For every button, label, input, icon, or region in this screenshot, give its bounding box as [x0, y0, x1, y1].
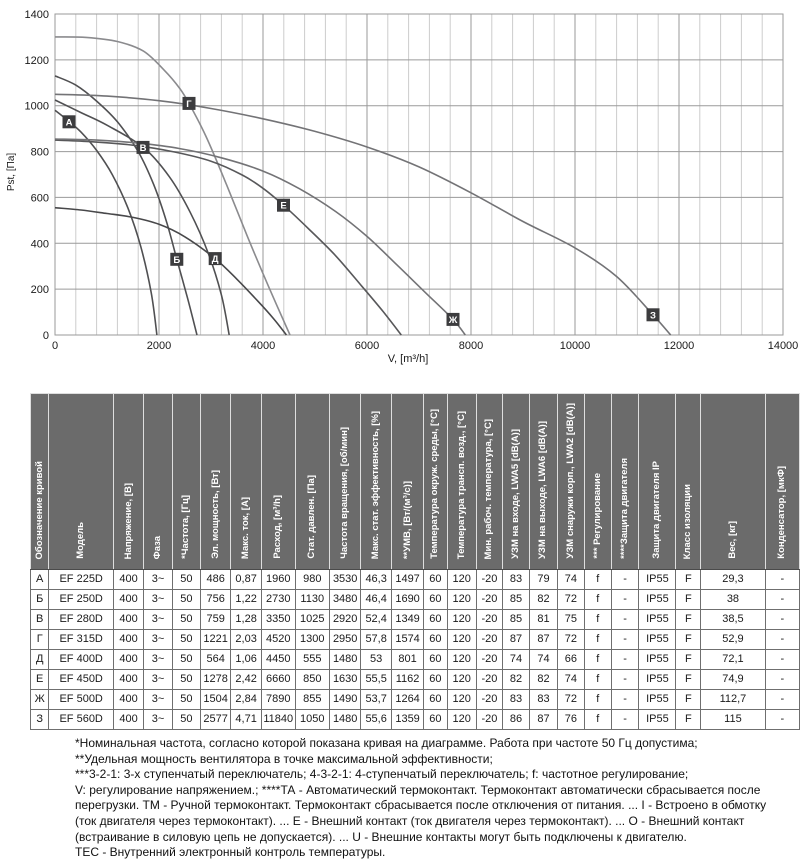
- table-cell: 50: [172, 630, 200, 650]
- table-cell: 1162: [391, 670, 423, 690]
- table-cell: f: [584, 690, 611, 710]
- column-header-label: Макс. ток, [А]: [240, 496, 252, 559]
- table-cell: 52,9: [701, 630, 765, 650]
- table-cell: 1221: [200, 630, 231, 650]
- table-cell: 1630: [329, 670, 361, 690]
- table-cell: 60: [424, 670, 447, 690]
- table-cell: 50: [172, 590, 200, 610]
- table-row-Б: [31, 590, 800, 610]
- specification-table-body: [31, 570, 800, 730]
- column-header-label: ****Защита двигателя: [619, 458, 631, 559]
- curve-label-text-Ж: Ж: [448, 314, 458, 326]
- column-header-label: Частота вращения, [об/мин]: [339, 427, 351, 559]
- table-cell: 60: [424, 690, 447, 710]
- x-tick-label: 4000: [250, 340, 276, 352]
- table-cell: F: [676, 570, 701, 590]
- table-cell: 85: [503, 610, 530, 630]
- table-cell: EF 315D: [49, 630, 113, 650]
- table-cell: -20: [476, 670, 502, 690]
- specification-table: [30, 393, 800, 730]
- table-cell: EF 225D: [49, 570, 113, 590]
- table-cell: -: [765, 670, 799, 690]
- x-tick-label: 12000: [663, 340, 695, 352]
- table-cell: 1300: [295, 630, 329, 650]
- x-tick-label: 10000: [559, 340, 591, 352]
- table-cell: -: [765, 570, 799, 590]
- table-cell: 46,3: [361, 570, 391, 590]
- table-cell: -20: [476, 690, 502, 710]
- table-cell: -: [611, 690, 639, 710]
- fan-curve-З: [55, 94, 671, 335]
- table-cell: 564: [200, 650, 231, 670]
- x-axis-title: V, [m³/h]: [387, 353, 429, 365]
- table-cell: 83: [503, 570, 530, 590]
- table-row-В: [31, 610, 800, 630]
- table-cell: 50: [172, 690, 200, 710]
- table-cell: -: [611, 710, 639, 730]
- table-cell: 74: [557, 670, 584, 690]
- footnote-line: ***3-2-1: 3-х ступенчатый переключатель; 4-3-2-1: 4-ступенчатый переключатель; f: частотное регулирование;: [75, 767, 689, 782]
- column-header-11: [361, 394, 391, 570]
- y-tick-label: 1400: [24, 9, 49, 21]
- table-cell: 855: [295, 690, 329, 710]
- table-cell: 2730: [261, 590, 295, 610]
- column-header-label: Вес, [кг]: [726, 521, 738, 559]
- table-cell: f: [584, 670, 611, 690]
- table-cell: -: [765, 590, 799, 610]
- table-cell: 72,1: [701, 650, 765, 670]
- table-cell: Е: [31, 670, 49, 690]
- table-row-Г: [31, 630, 800, 650]
- column-header-6: [200, 394, 231, 570]
- table-cell: 29,3: [701, 570, 765, 590]
- y-tick-label: 800: [30, 146, 49, 159]
- table-cell: IP55: [639, 650, 676, 670]
- y-tick-label: 200: [30, 284, 49, 297]
- table-cell: -: [611, 630, 639, 650]
- table-cell: IP55: [639, 570, 676, 590]
- curve-label-text-Е: Е: [280, 200, 287, 212]
- table-cell: 1490: [329, 690, 361, 710]
- table-cell: -: [611, 590, 639, 610]
- fan-curve-Д: [55, 208, 286, 335]
- table-cell: 2,84: [231, 690, 261, 710]
- table-cell: -: [611, 670, 639, 690]
- table-cell: f: [584, 570, 611, 590]
- table-cell: IP55: [639, 710, 676, 730]
- column-header-21: [639, 394, 676, 570]
- table-cell: 850: [295, 670, 329, 690]
- specification-table-header: [31, 394, 800, 570]
- table-cell: 400: [113, 570, 143, 590]
- table-cell: 3~: [144, 710, 173, 730]
- table-cell: 3~: [144, 650, 173, 670]
- table-cell: Ж: [31, 690, 49, 710]
- table-cell: 759: [200, 610, 231, 630]
- x-tick-label: 14000: [767, 340, 799, 352]
- table-cell: 3480: [329, 590, 361, 610]
- table-cell: -: [765, 630, 799, 650]
- table-cell: f: [584, 630, 611, 650]
- table-cell: 87: [530, 710, 558, 730]
- column-header-23: [701, 394, 765, 570]
- column-header-20: [611, 394, 639, 570]
- table-cell: 3350: [261, 610, 295, 630]
- table-cell: 72: [557, 630, 584, 650]
- column-header-17: [530, 394, 558, 570]
- y-tick-label: 0: [42, 330, 49, 342]
- column-header-7: [231, 394, 261, 570]
- table-cell: 1690: [391, 590, 423, 610]
- table-cell: 57,8: [361, 630, 391, 650]
- table-cell: 1504: [200, 690, 231, 710]
- table-cell: 2,03: [231, 630, 261, 650]
- table-cell: 60: [424, 610, 447, 630]
- table-cell: 1480: [329, 710, 361, 730]
- table-cell: 2950: [329, 630, 361, 650]
- curve-label-text-Г: Г: [186, 98, 192, 110]
- column-header-label: **УМВ, [Вт/(м³/с)]: [401, 480, 413, 559]
- table-cell: 1130: [295, 590, 329, 610]
- curve-label-text-А: А: [65, 117, 73, 129]
- table-cell: 120: [447, 630, 476, 650]
- table-cell: EF 250D: [49, 590, 113, 610]
- fan-curve-chart: [0, 0, 800, 378]
- fan-curve-Е: [55, 140, 401, 335]
- column-header-label: УЗМ на выходе, LWA6 [dB(A)]: [537, 420, 549, 559]
- column-header-label: Температура трансп. возд., [°C]: [455, 410, 467, 559]
- table-cell: 50: [172, 710, 200, 730]
- table-cell: 1574: [391, 630, 423, 650]
- header-row: [31, 394, 800, 570]
- table-cell: 2577: [200, 710, 231, 730]
- table-cell: 1,28: [231, 610, 261, 630]
- column-header-22: [676, 394, 701, 570]
- footnote-line: ТЕС - Внутренний электронный контроль температуры.: [75, 845, 386, 860]
- table-cell: 756: [200, 590, 231, 610]
- column-header-label: Температура окруж. среды, [°C]: [429, 409, 441, 559]
- table-cell: 120: [447, 610, 476, 630]
- column-header-label: Стат. давлен. [Па]: [306, 475, 318, 559]
- table-cell: 1050: [295, 710, 329, 730]
- table-cell: 82: [530, 590, 558, 610]
- table-cell: IP55: [639, 690, 676, 710]
- footnote-line: (встраивание в силовую цепь не допускается). ... U - Внешние контакты могут быть подключены к двигателю.: [75, 829, 687, 844]
- table-cell: 3~: [144, 610, 173, 630]
- table-cell: 1264: [391, 690, 423, 710]
- table-cell: 74: [530, 650, 558, 670]
- x-tick-label: 6000: [354, 340, 380, 352]
- table-cell: -: [611, 650, 639, 670]
- table-cell: 50: [172, 570, 200, 590]
- table-cell: F: [676, 710, 701, 730]
- column-header-label: Защита двигателя IP: [651, 461, 663, 559]
- table-cell: 1025: [295, 610, 329, 630]
- fan-curve-Ж: [55, 139, 465, 335]
- table-cell: 1359: [391, 710, 423, 730]
- table-cell: IP55: [639, 630, 676, 650]
- table-cell: f: [584, 710, 611, 730]
- table-cell: 46,4: [361, 590, 391, 610]
- table-cell: 50: [172, 650, 200, 670]
- column-header-label: *** Регулирование: [591, 473, 603, 559]
- table-cell: А: [31, 570, 49, 590]
- table-row-Ж: [31, 690, 800, 710]
- column-header-4: [144, 394, 173, 570]
- footnote-line: (ток двигателя через термоконтакт). ... Е - Внешний контакт (ток двигателя через термоконтакт). ... О - Внешний контакт: [75, 813, 745, 828]
- table-cell: 400: [113, 710, 143, 730]
- table-cell: 53,7: [361, 690, 391, 710]
- column-header-19: [584, 394, 611, 570]
- table-cell: IP55: [639, 670, 676, 690]
- footnote-line: V: регулирование напряжением.; ****ТА - Автоматический термоконтакт. Термоконтакт автоматически сбрасывается после: [75, 782, 761, 797]
- table-cell: -20: [476, 630, 502, 650]
- table-cell: 60: [424, 630, 447, 650]
- table-cell: 38: [701, 590, 765, 610]
- fan-curve-В: [55, 100, 229, 335]
- table-cell: 55,6: [361, 710, 391, 730]
- table-cell: 83: [530, 690, 558, 710]
- column-header-label: Макс. стат. эффективность, [%]: [370, 410, 382, 559]
- table-cell: EF 560D: [49, 710, 113, 730]
- table-cell: 72: [557, 590, 584, 610]
- table-cell: 66: [557, 650, 584, 670]
- column-header-10: [329, 394, 361, 570]
- table-cell: 3530: [329, 570, 361, 590]
- table-cell: 3~: [144, 670, 173, 690]
- table-cell: 120: [447, 650, 476, 670]
- table-cell: 400: [113, 650, 143, 670]
- table-cell: 2920: [329, 610, 361, 630]
- x-tick-label: 0: [51, 340, 59, 352]
- table-cell: 112,7: [701, 690, 765, 710]
- table-cell: f: [584, 590, 611, 610]
- column-header-label: Фаза: [152, 535, 164, 559]
- table-cell: 980: [295, 570, 329, 590]
- table-cell: 1480: [329, 650, 361, 670]
- table-cell: 400: [113, 690, 143, 710]
- column-header-14: [447, 394, 476, 570]
- table-cell: EF 400D: [49, 650, 113, 670]
- table-cell: 801: [391, 650, 423, 670]
- table-cell: З: [31, 710, 49, 730]
- table-cell: F: [676, 630, 701, 650]
- table-cell: 486: [200, 570, 231, 590]
- table-cell: 3~: [144, 570, 173, 590]
- table-cell: 0,87: [231, 570, 261, 590]
- column-header-5: [172, 394, 200, 570]
- table-cell: 79: [530, 570, 558, 590]
- column-header-label: УЗМ на входе, LWA5 [dB(A)]: [510, 429, 522, 559]
- table-cell: -: [611, 610, 639, 630]
- table-cell: 85: [503, 590, 530, 610]
- table-cell: Г: [31, 630, 49, 650]
- y-tick-label: 1000: [24, 100, 49, 113]
- table-cell: IP55: [639, 610, 676, 630]
- table-cell: 53: [361, 650, 391, 670]
- column-header-3: [113, 394, 143, 570]
- table-cell: Д: [31, 650, 49, 670]
- footnote-line: перегрузки. ТМ - Ручной термоконтакт. Термоконтакт сбрасывается после отключения от питания. ... I - Встроено в обмотку: [75, 798, 767, 813]
- table-cell: F: [676, 610, 701, 630]
- table-cell: 6660: [261, 670, 295, 690]
- column-header-label: *Частота, [Гц]: [180, 495, 192, 559]
- table-cell: 4520: [261, 630, 295, 650]
- table-cell: -: [765, 690, 799, 710]
- table-cell: 87: [503, 630, 530, 650]
- column-header-label: УЗМ снаружи корп., LWA2 [dB(A)]: [564, 403, 576, 559]
- y-tick-label: 600: [30, 192, 49, 205]
- table-cell: 4,71: [231, 710, 261, 730]
- table-cell: 82: [503, 670, 530, 690]
- table-cell: 76: [557, 710, 584, 730]
- table-cell: 400: [113, 630, 143, 650]
- table-cell: 87: [530, 630, 558, 650]
- table-cell: 74: [503, 650, 530, 670]
- table-row-З: [31, 710, 800, 730]
- column-header-label: Обозначение кривой: [33, 460, 45, 559]
- curve-label-text-Б: Б: [173, 254, 181, 266]
- table-cell: 75: [557, 610, 584, 630]
- column-header-13: [424, 394, 447, 570]
- column-header-16: [503, 394, 530, 570]
- table-cell: EF 500D: [49, 690, 113, 710]
- table-cell: -: [611, 570, 639, 590]
- table-cell: 115: [701, 710, 765, 730]
- table-cell: -: [765, 650, 799, 670]
- table-cell: 50: [172, 610, 200, 630]
- table-cell: 60: [424, 650, 447, 670]
- table-cell: -20: [476, 590, 502, 610]
- column-header-label: Модель: [75, 522, 87, 559]
- table-cell: 83: [503, 690, 530, 710]
- table-cell: 1349: [391, 610, 423, 630]
- table-cell: 120: [447, 670, 476, 690]
- table-cell: F: [676, 650, 701, 670]
- table-cell: 60: [424, 590, 447, 610]
- table-cell: -20: [476, 710, 502, 730]
- table-cell: 1497: [391, 570, 423, 590]
- table-cell: F: [676, 670, 701, 690]
- column-header-8: [261, 394, 295, 570]
- column-header-2: [49, 394, 113, 570]
- table-cell: 400: [113, 670, 143, 690]
- table-cell: 50: [172, 670, 200, 690]
- column-header-label: Конденсатор, [мкФ]: [776, 466, 788, 559]
- table-cell: Б: [31, 590, 49, 610]
- table-cell: 1960: [261, 570, 295, 590]
- table-cell: 11840: [261, 710, 295, 730]
- table-cell: -20: [476, 570, 502, 590]
- curve-label-text-Д: Д: [211, 254, 219, 266]
- table-cell: 555: [295, 650, 329, 670]
- table-cell: 2,42: [231, 670, 261, 690]
- curve-label-text-В: В: [139, 142, 147, 154]
- footnote-line: *Номинальная частота, согласно которой показана кривая на диаграмме. Работа при частоте 50 Гц допустима;: [75, 736, 698, 750]
- table-row-Е: [31, 670, 800, 690]
- table-cell: 74,9: [701, 670, 765, 690]
- y-tick-label: 1200: [24, 54, 49, 67]
- table-cell: 60: [424, 710, 447, 730]
- column-header-24: [765, 394, 799, 570]
- column-header-18: [557, 394, 584, 570]
- table-cell: 4450: [261, 650, 295, 670]
- table-cell: F: [676, 690, 701, 710]
- table-cell: 3~: [144, 590, 173, 610]
- table-cell: 72: [557, 690, 584, 710]
- column-header-1: [31, 394, 49, 570]
- table-cell: EF 450D: [49, 670, 113, 690]
- table-cell: 1,06: [231, 650, 261, 670]
- footnotes: [75, 736, 780, 861]
- table-cell: -: [765, 710, 799, 730]
- x-tick-label: 2000: [146, 340, 172, 352]
- table-cell: 400: [113, 590, 143, 610]
- column-header-label: Мин. рабоч. температура, [°C]: [483, 418, 495, 559]
- table-row-Д: [31, 650, 800, 670]
- table-cell: -: [765, 610, 799, 630]
- x-tick-label: 8000: [458, 340, 484, 352]
- table-cell: IP55: [639, 590, 676, 610]
- fan-curve-Г: [55, 37, 290, 335]
- table-cell: -20: [476, 610, 502, 630]
- y-tick-label: 400: [30, 238, 49, 251]
- table-cell: 3~: [144, 630, 173, 650]
- table-cell: 60: [424, 570, 447, 590]
- table-cell: -20: [476, 650, 502, 670]
- table-cell: 120: [447, 570, 476, 590]
- column-header-12: [391, 394, 423, 570]
- table-cell: f: [584, 610, 611, 630]
- table-cell: 120: [447, 590, 476, 610]
- table-cell: 86: [503, 710, 530, 730]
- column-header-label: Напряжение, [В]: [122, 482, 134, 559]
- y-axis-title: Pst, [Па]: [6, 152, 17, 192]
- table-cell: EF 280D: [49, 610, 113, 630]
- table-cell: 55,5: [361, 670, 391, 690]
- table-cell: 82: [530, 670, 558, 690]
- table-cell: В: [31, 610, 49, 630]
- table-cell: 38,5: [701, 610, 765, 630]
- column-header-label: Расход, [м³/h]: [272, 495, 284, 559]
- table-cell: 1278: [200, 670, 231, 690]
- column-header-15: [476, 394, 502, 570]
- footnote-line: **Удельная мощность вентилятора в точке максимальной эффективности;: [75, 751, 493, 766]
- table-cell: 400: [113, 610, 143, 630]
- column-header-label: Эл. мощность, [Вт]: [209, 470, 221, 559]
- table-cell: F: [676, 590, 701, 610]
- table-cell: 120: [447, 690, 476, 710]
- table-cell: 52,4: [361, 610, 391, 630]
- table-cell: 74: [557, 570, 584, 590]
- table-cell: 1,22: [231, 590, 261, 610]
- table-cell: 7890: [261, 690, 295, 710]
- table-cell: 81: [530, 610, 558, 630]
- table-cell: 120: [447, 710, 476, 730]
- table-cell: 3~: [144, 690, 173, 710]
- performance-chart: [0, 0, 800, 378]
- column-header-label: Класс изоляции: [682, 483, 694, 559]
- table-cell: f: [584, 650, 611, 670]
- curve-label-text-З: З: [650, 310, 656, 322]
- column-header-9: [295, 394, 329, 570]
- table-row-А: [31, 570, 800, 590]
